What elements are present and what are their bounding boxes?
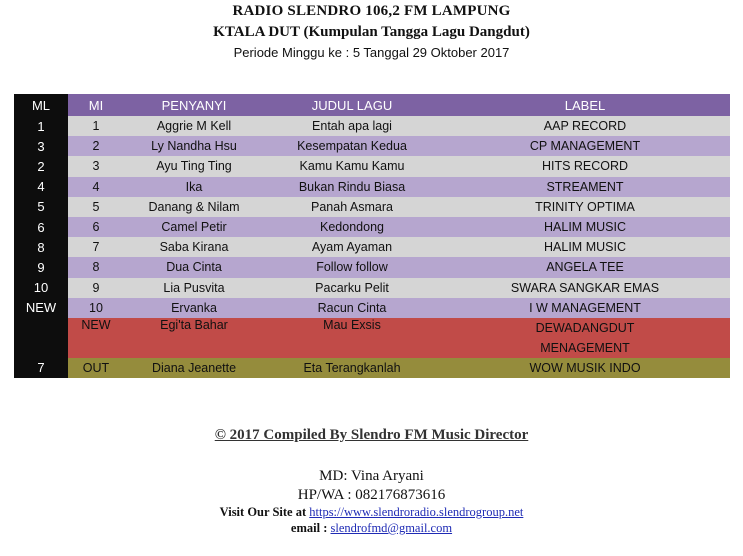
cell-ml: 6 [14, 217, 68, 237]
cell-ml: 7 [14, 358, 68, 378]
cell-ml: 2 [14, 156, 68, 176]
cell-song: Kamu Kamu Kamu [264, 156, 440, 176]
table-header-row [14, 94, 730, 116]
cell-ml: 5 [14, 197, 68, 217]
cell-ml: 4 [14, 177, 68, 197]
cell-mi: 10 [68, 298, 124, 318]
cell-singer: Ayu Ting Ting [124, 156, 264, 176]
table-row-out-entry [14, 358, 730, 378]
contact-phone: HP/WA : 082176873616 [297, 487, 446, 503]
email-link[interactable]: slendrofmd@gmail.com [330, 521, 453, 535]
cell-song: Bukan Rindu Biasa [264, 177, 440, 197]
cell-singer: Ervanka [124, 298, 264, 318]
cell-singer: Diana Jeanette [124, 358, 264, 378]
cell-label: HALIM MUSIC [440, 237, 730, 257]
cell-label: DEWADANGDUT MENAGEMENT [440, 318, 730, 358]
cell-label: SWARA SANGKAR EMAS [440, 278, 730, 298]
table-row [14, 136, 730, 156]
table-row-new-entry [14, 318, 730, 358]
cell-singer: Ika [124, 177, 264, 197]
chart-subtitle: KTALA DUT (Kumpulan Tangga Lagu Dangdut) [213, 24, 530, 40]
column-header-label: LABEL [440, 94, 730, 116]
cell-label: STREAMENT [440, 177, 730, 197]
cell-mi: 7 [68, 237, 124, 257]
table-row [14, 177, 730, 197]
email-line [0, 521, 743, 536]
column-header-mi: MI [68, 94, 124, 116]
cell-ml: 9 [14, 257, 68, 277]
cell-ml: 1 [14, 116, 68, 136]
period-text: Periode Minggu ke : 5 Tanggal 29 Oktober 2017 [233, 45, 510, 60]
cell-singer: Camel Petir [124, 217, 264, 237]
cell-mi: 4 [68, 177, 124, 197]
cell-label: HITS RECORD [440, 156, 730, 176]
cell-singer: Egi'ta Bahar [124, 318, 264, 358]
column-header-song: JUDUL LAGU [264, 94, 440, 116]
cell-ml: 10 [14, 278, 68, 298]
column-header-singer: PENYANYI [124, 94, 264, 116]
cell-singer: Lia Pusvita [124, 278, 264, 298]
cell-ml: 8 [14, 237, 68, 257]
site-link[interactable]: https://www.slendroradio.slendrogroup.net [309, 505, 524, 519]
site-label: Visit Our Site at [219, 505, 310, 519]
column-header-ml: ML [14, 94, 68, 116]
cell-label: CP MANAGEMENT [440, 136, 730, 156]
cell-label: HALIM MUSIC [440, 217, 730, 237]
cell-song: Eta Terangkanlah [264, 358, 440, 378]
cell-singer: Aggrie M Kell [124, 116, 264, 136]
table-row [14, 197, 730, 217]
cell-mi: 3 [68, 156, 124, 176]
cell-mi: NEW [68, 318, 124, 358]
cell-label: AAP RECORD [440, 116, 730, 136]
cell-mi: 2 [68, 136, 124, 156]
table-row [14, 116, 730, 136]
cell-singer: Saba Kirana [124, 237, 264, 257]
cell-song: Mau Exsis [264, 318, 440, 358]
cell-singer: Dua Cinta [124, 257, 264, 277]
cell-song: Follow follow [264, 257, 440, 277]
cell-song: Kesempatan Kedua [264, 136, 440, 156]
cell-ml [14, 318, 68, 358]
cell-mi: 6 [68, 217, 124, 237]
chart-title: RADIO SLENDRO 106,2 FM LAMPUNG [232, 3, 511, 19]
cell-song: Pacarku Pelit [264, 278, 440, 298]
cell-song: Entah apa lagi [264, 116, 440, 136]
cell-singer: Danang & Nilam [124, 197, 264, 217]
cell-mi: 8 [68, 257, 124, 277]
table-row [14, 278, 730, 298]
chart-table [14, 94, 730, 378]
cell-mi: OUT [68, 358, 124, 378]
cell-mi: 9 [68, 278, 124, 298]
compiled-credit: © 2017 Compiled By Slendro FM Music Director [214, 427, 529, 443]
cell-singer: Ly Nandha Hsu [124, 136, 264, 156]
cell-mi: 1 [68, 116, 124, 136]
cell-song: Racun Cinta [264, 298, 440, 318]
table-row [14, 237, 730, 257]
cell-ml: 3 [14, 136, 68, 156]
cell-label: TRINITY OPTIMA [440, 197, 730, 217]
email-label: email : [290, 521, 331, 535]
table-row [14, 298, 730, 318]
music-director: MD: Vina Aryani [319, 468, 424, 484]
cell-ml: NEW [14, 298, 68, 318]
table-row [14, 156, 730, 176]
cell-label: ANGELA TEE [440, 257, 730, 277]
cell-mi: 5 [68, 197, 124, 217]
table-row [14, 217, 730, 237]
cell-song: Panah Asmara [264, 197, 440, 217]
table-row [14, 257, 730, 277]
cell-song: Kedondong [264, 217, 440, 237]
cell-song: Ayam Ayaman [264, 237, 440, 257]
site-line [0, 505, 743, 520]
cell-label: WOW MUSIK INDO [440, 358, 730, 378]
cell-label: I W MANAGEMENT [440, 298, 730, 318]
